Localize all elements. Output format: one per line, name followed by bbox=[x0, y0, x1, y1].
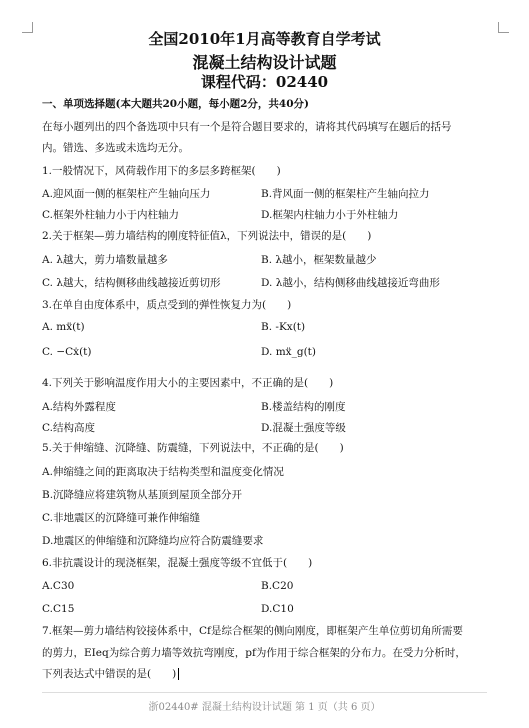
q7-line-1: 7.框架—剪力墙结构铰接体系中，Cf是综合框架的侧向刚度，即框架产生单位剪切角所需要 bbox=[42, 625, 463, 637]
instruction-line-2: 内。错选、多选或未选均无分。 bbox=[42, 142, 189, 154]
q6-stem: 6.非抗震设计的现浇框架，混凝土强度等级不宜低于( ) bbox=[42, 557, 313, 569]
q5-option-c: C.非地震区的沉降缝可兼作伸缩缝 bbox=[42, 512, 200, 524]
q7-line-3: 下列表达式中错误的是( ) bbox=[42, 668, 177, 680]
q1-option-d: D.框架内柱轴力小于外柱轴力 bbox=[261, 209, 399, 221]
q1-option-a: A.迎风面一侧的框架柱产生轴向压力 bbox=[42, 188, 211, 200]
q3-option-b: B. -Kx(t) bbox=[261, 321, 306, 333]
q6-option-a: A.C30 bbox=[42, 580, 75, 592]
q4-option-c: C.结构高度 bbox=[42, 422, 95, 434]
section-heading: 一、单项选择题(本大题共20小题，每小题2分，共40分) bbox=[42, 98, 309, 110]
q6-option-b: B.C20 bbox=[261, 580, 294, 592]
q4-stem: 4.下列关于影响温度作用大小的主要因素中，不正确的是( ) bbox=[42, 377, 334, 389]
q5-stem: 5.关于伸缩缝、沉降缝、防震缝，下列说法中，不正确的是( ) bbox=[42, 442, 344, 454]
q5-option-b: B.沉降缝应将建筑物从基顶到屋顶全部分开 bbox=[42, 489, 243, 501]
text-cursor bbox=[178, 668, 179, 680]
q2-option-b: B. λ越小，框架数量越少 bbox=[261, 254, 377, 266]
q1-option-b: B.背风面一侧的框架柱产生轴向拉力 bbox=[261, 188, 430, 200]
q5-option-a: A.伸缩缝之间的距离取决于结构类型和温度变化情况 bbox=[42, 466, 284, 478]
course-code: 课程代码：02440 bbox=[200, 73, 329, 91]
q3-option-d: D. mẍ_g(t) bbox=[261, 346, 316, 358]
q5-option-d: D.地震区的伸缩缝和沉降缝均应符合防震缝要求 bbox=[42, 535, 264, 547]
q4-option-d: D.混凝土强度等级 bbox=[261, 422, 346, 434]
q2-stem: 2.关于框架—剪力墙结构的刚度特征值λ，下列说法中，错误的是( ) bbox=[42, 230, 372, 242]
q3-option-a: A. mẍ(t) bbox=[42, 321, 85, 333]
q3-stem: 3.在单自由度体系中，质点受到的弹性恢复力为( ) bbox=[42, 299, 292, 311]
exam-title: 全国2010年1月高等教育自学考试 bbox=[148, 30, 381, 48]
q7-line-3-wrap bbox=[42, 668, 179, 681]
q7-line-2: 的剪力，EIeq为综合剪力墙等效抗弯刚度，pf为作用于综合框架的分布力。在受力分析时， bbox=[42, 647, 466, 659]
footer-divider bbox=[42, 692, 487, 693]
q6-option-d: D.C10 bbox=[261, 603, 294, 615]
q4-option-b: B.楼盖结构的刚度 bbox=[261, 401, 346, 413]
q2-option-c: C. λ越大，结构侧移曲线越接近剪切形 bbox=[42, 277, 221, 289]
q4-option-a: A.结构外露程度 bbox=[42, 401, 116, 413]
q3-option-c: C. −Cẋ(t) bbox=[42, 346, 92, 358]
q2-option-a: A. λ越大，剪力墙数量越多 bbox=[42, 254, 168, 266]
q1-stem: 1.一般情况下，风荷载作用下的多层多跨框架( ) bbox=[42, 165, 281, 177]
q6-option-c: C.C15 bbox=[42, 603, 75, 615]
instruction-line-1: 在每小题列出的四个备选项中只有一个是符合题目要求的，请将其代码填写在题后的括号 bbox=[42, 121, 452, 133]
q1-option-c: C.框架外柱轴力小于内柱轴力 bbox=[42, 209, 179, 221]
page-footer: 浙02440# 混凝土结构设计试题 第 1 页（共 6 页） bbox=[148, 702, 381, 713]
q2-option-d: D. λ越小，结构侧移曲线越接近弯曲形 bbox=[261, 277, 440, 289]
subject-title: 混凝土结构设计试题 bbox=[192, 53, 337, 72]
